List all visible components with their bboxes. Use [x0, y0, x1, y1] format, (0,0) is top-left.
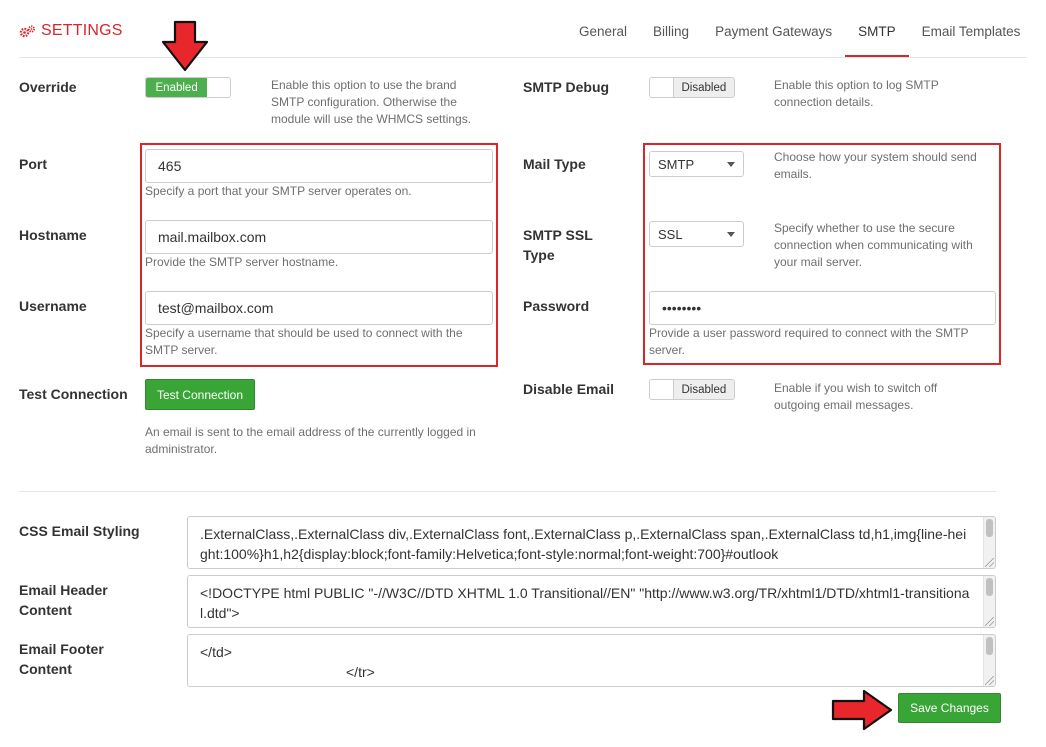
tab-smtp[interactable]: SMTP — [845, 0, 909, 57]
hostname-help: Provide the SMTP server hostname. — [145, 255, 339, 269]
disable-email-toggle[interactable] — [649, 379, 735, 400]
toggle-handle — [650, 380, 673, 399]
caret-down-icon — [727, 162, 735, 167]
css-styling-text: .ExternalClass,.ExternalClass div,.ExternalClass font,.ExternalClass p,.ExternalClass span,.ExternalClass td,h1,img{line-height:100%}h1,h2{display:block;font-family:Helvetica;font-style:normal;font-weight:700}#outlook — [200, 526, 967, 562]
toggle-handle — [207, 78, 230, 97]
disable-email-toggle-state: Disabled — [673, 380, 734, 399]
save-changes-button[interactable]: Save Changes — [898, 693, 1001, 723]
port-input[interactable] — [145, 149, 493, 183]
email-header-text: <!DOCTYPE html PUBLIC "-//W3C//DTD XHTML 1.0 Transitional//EN" "http://www.w3.org/TR/xhtml1/DTD/xhtml1-transitional.dtd"> — [200, 585, 970, 621]
username-help: Specify a username that should be used to connect with the SMTP server. — [145, 326, 463, 357]
smtp-ssl-type-value: SSL — [658, 226, 683, 242]
password-input[interactable] — [649, 291, 996, 325]
smtp-debug-toggle[interactable] — [649, 77, 735, 98]
username-label: Username — [19, 298, 87, 314]
tab-payment-gateways[interactable]: Payment Gateways — [715, 24, 833, 39]
css-styling-label: CSS Email Styling — [19, 523, 140, 539]
page-header — [19, 22, 123, 40]
smtp-debug-help: Enable this option to log SMTP connection details. — [774, 78, 939, 109]
section-divider — [19, 491, 996, 492]
override-toggle[interactable] — [145, 77, 231, 98]
override-label: Override — [19, 79, 77, 95]
resize-grip-icon[interactable] — [985, 558, 994, 567]
password-help: Provide a user password required to connect with the SMTP server. — [649, 326, 969, 357]
mail-type-help: Choose how your system should send emails. — [774, 150, 977, 181]
test-connection-label: Test Connection — [19, 386, 128, 402]
caret-down-icon — [727, 232, 735, 237]
hostname-input[interactable] — [145, 220, 493, 254]
mail-type-select[interactable] — [649, 151, 744, 177]
gears-icon — [19, 25, 36, 38]
smtp-ssl-type-help: Specify whether to use the secure connection when communicating with your mail server. — [774, 221, 973, 269]
smtp-ssl-type-select[interactable] — [649, 221, 744, 247]
override-help: Enable this option to use the brand SMTP configuration. Otherwise the module will use the WHMCS settings. — [271, 78, 472, 126]
hostname-label: Hostname — [19, 227, 87, 243]
tab-email-templates[interactable]: Email Templates — [921, 24, 1021, 39]
port-help: Specify a port that your SMTP server operates on. — [145, 184, 412, 198]
resize-grip-icon[interactable] — [985, 617, 994, 626]
email-header-label: Email Header Content — [19, 582, 108, 618]
page-title: SETTINGS — [41, 22, 123, 39]
smtp-debug-label: SMTP Debug — [523, 79, 610, 95]
password-label: Password — [523, 298, 590, 314]
test-connection-button[interactable]: Test Connection — [145, 379, 255, 410]
disable-email-help: Enable if you wish to switch off outgoing email messages. — [774, 381, 938, 412]
annotation-arrow-right-icon — [830, 688, 894, 737]
email-footer-line: </td> — [200, 644, 232, 660]
username-input[interactable] — [145, 291, 493, 325]
css-styling-textarea[interactable] — [187, 516, 996, 569]
test-connection-help: An email is sent to the email address of the currently logged in administrator. — [145, 425, 476, 456]
resize-grip-icon[interactable] — [985, 676, 994, 685]
mail-type-label: Mail Type — [523, 156, 586, 172]
toggle-handle — [650, 78, 673, 97]
settings-tabs — [566, 0, 1033, 57]
tab-general[interactable]: General — [579, 24, 628, 39]
disable-email-label: Disable Email — [523, 381, 615, 397]
email-footer-label: Email Footer Content — [19, 641, 104, 677]
email-footer-textarea[interactable] — [187, 634, 996, 687]
tab-billing[interactable]: Billing — [653, 24, 690, 39]
email-footer-line: </tr> — [346, 664, 375, 680]
annotation-arrow-down-icon — [161, 20, 209, 77]
email-header-textarea[interactable] — [187, 575, 996, 628]
smtp-ssl-type-label: SMTP SSL Type — [523, 227, 593, 263]
override-toggle-state: Enabled — [146, 78, 207, 97]
port-label: Port — [19, 156, 47, 172]
mail-type-value: SMTP — [658, 156, 695, 172]
smtp-debug-toggle-state: Disabled — [673, 78, 734, 97]
